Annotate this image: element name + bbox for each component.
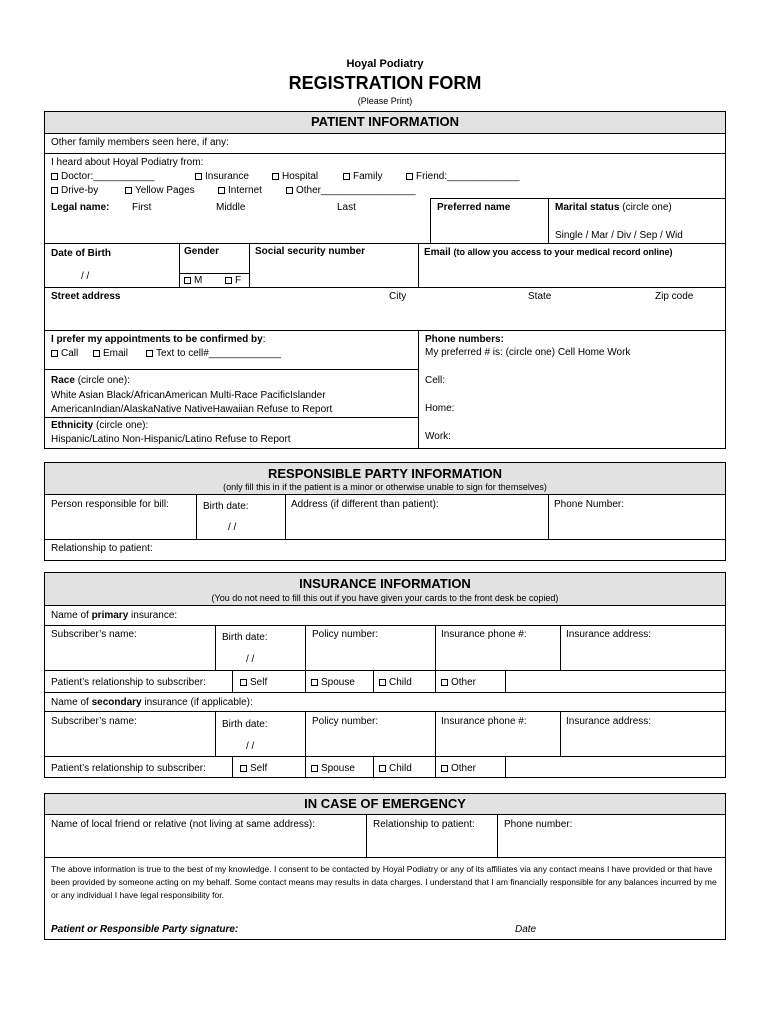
appt-call-option[interactable]: Call [51, 348, 78, 360]
secondary-birth-label: Birth date: [222, 719, 268, 730]
appt-text-option[interactable]: Text to cell#_____________ [146, 348, 281, 360]
responsible-phone-field[interactable]: Phone Number: [554, 499, 625, 510]
gender-label: Gender [184, 246, 220, 257]
secondary-relationship-label: Patient’s relationship to subscriber: [51, 763, 206, 774]
heard-hospital-option[interactable]: Hospital [272, 171, 318, 183]
secondary-rel-spouse[interactable]: Spouse [311, 763, 355, 775]
secondary-insurance-field[interactable]: Name of secondary insurance (if applicable): [51, 697, 253, 708]
preferred-phone-options[interactable]: My preferred # is: (circle one) Cell Home Work [425, 347, 631, 358]
heard-doctor-option[interactable]: Doctor:___________ [51, 171, 154, 183]
primary-rel-other[interactable]: Other [441, 677, 476, 689]
patient-section-title: PATIENT INFORMATION [44, 111, 726, 134]
appt-confirm-label: I prefer my appointments to be confirmed by: [51, 334, 266, 345]
person-responsible-field[interactable]: Person responsible for bill: [51, 499, 169, 510]
state-field[interactable]: State [528, 291, 552, 302]
primary-insurance-field[interactable]: Name of primary insurance: [51, 610, 178, 621]
emergency-relationship-field[interactable]: Relationship to patient: [373, 819, 475, 830]
work-phone-field[interactable]: Work: [425, 431, 451, 442]
race-options-1[interactable]: White Asian Black/AfricanAmerican Multi-Race PacificIslander [51, 390, 326, 401]
primary-ins-address-field[interactable]: Insurance address: [566, 629, 652, 640]
ethnicity-options[interactable]: Hispanic/Latino Non-Hispanic/Latino Refuse to Report [51, 434, 291, 445]
secondary-policy-field[interactable]: Policy number: [312, 716, 379, 727]
emergency-phone-field[interactable]: Phone number: [504, 819, 573, 830]
secondary-ins-phone-field[interactable]: Insurance phone #: [441, 716, 527, 727]
dob-label: Date of Birth [51, 248, 111, 259]
heard-yellowpages-option[interactable]: Yellow Pages [125, 185, 195, 197]
primary-rel-child[interactable]: Child [379, 677, 412, 689]
heard-internet-option[interactable]: Internet [218, 185, 262, 197]
primary-ins-phone-field[interactable]: Insurance phone #: [441, 629, 527, 640]
ssn-field[interactable]: Social security number [255, 246, 366, 257]
primary-rel-spouse[interactable]: Spouse [311, 677, 355, 689]
primary-policy-field[interactable]: Policy number: [312, 629, 379, 640]
zip-field[interactable]: Zip code [655, 291, 694, 302]
responsible-birth-field[interactable]: / / [228, 522, 237, 533]
race-label: Race (circle one): [51, 375, 130, 386]
signature-field[interactable]: Patient or Responsible Party signature: [51, 924, 239, 935]
appt-email-option[interactable]: Email [93, 348, 128, 360]
heard-friend-option[interactable]: Friend:_____________ [406, 171, 519, 183]
primary-birth-field[interactable]: / / [246, 654, 255, 665]
race-options-2[interactable]: AmericanIndian/AlaskaNative NativeHawaiian Refuse to Report [51, 404, 333, 415]
print-note: (Please Print) [357, 96, 413, 106]
marital-status-label: Marital status (circle one) [555, 202, 672, 213]
cell-phone-field[interactable]: Cell: [425, 375, 446, 386]
secondary-rel-self[interactable]: Self [240, 763, 267, 775]
primary-birth-label: Birth date: [222, 632, 268, 643]
secondary-ins-address-field[interactable]: Insurance address: [566, 716, 652, 727]
responsible-address-field[interactable]: Address (if different than patient): [291, 499, 439, 510]
heard-family-option[interactable]: Family [343, 171, 382, 183]
secondary-birth-field[interactable]: / / [246, 741, 255, 752]
primary-relationship-label: Patient’s relationship to subscriber: [51, 677, 206, 688]
home-phone-field[interactable]: Home: [425, 403, 455, 414]
practice-name: Hoyal Podiatry [346, 58, 424, 70]
responsible-birth-label: Birth date: [203, 501, 249, 512]
ethnicity-label: Ethnicity (circle one): [51, 420, 149, 431]
primary-subscriber-field[interactable]: Subscriber’s name: [51, 629, 137, 640]
secondary-rel-child[interactable]: Child [379, 763, 412, 775]
signature-date-field[interactable]: Date [515, 924, 537, 935]
responsible-relationship-field[interactable]: Relationship to patient: [51, 543, 153, 554]
secondary-rel-other[interactable]: Other [441, 763, 476, 775]
responsible-note: (only fill this in if the patient is a minor or otherwise unable to sign for themselves) [223, 482, 547, 492]
insurance-note: (You do not need to fill this out if you have given your cards to the front desk be copied) [211, 593, 559, 603]
middle-name-field[interactable]: Middle [216, 202, 246, 213]
emergency-contact-field[interactable]: Name of local friend or relative (not living at same address): [51, 819, 316, 830]
preferred-name-field[interactable]: Preferred name [437, 202, 511, 213]
city-field[interactable]: City [389, 291, 407, 302]
primary-rel-self[interactable]: Self [240, 677, 267, 689]
marital-status-options[interactable]: Single / Mar / Div / Sep / Wid [555, 230, 683, 241]
consent-statement: The above information is true to the best of my knowledge. I consent to be contacted by Hoyal Podiatry or any of its affiliates via any contact means I have provided or that have been provided by someone acting on my behalf. Some contact means may results in data charges. I understand that I am financially responsible for any balances incurred by me or any individual I have legal responsibility for. [51, 864, 717, 900]
street-address-field[interactable]: Street address [51, 291, 121, 302]
secondary-subscriber-field[interactable]: Subscriber’s name: [51, 716, 137, 727]
legal-name-label: Legal name: [51, 202, 110, 213]
heard-other-option[interactable]: Other_________________ [286, 185, 416, 197]
emergency-section-title: IN CASE OF EMERGENCY [44, 793, 726, 815]
insurance-section-title: INSURANCE INFORMATION [44, 572, 726, 606]
first-name-field[interactable]: First [132, 202, 152, 213]
heard-insurance-option[interactable]: Insurance [195, 171, 249, 183]
family-members-field[interactable]: Other family members seen here, if any: [51, 137, 229, 148]
last-name-field[interactable]: Last [337, 202, 356, 213]
phone-numbers-label: Phone numbers: [425, 334, 504, 345]
dob-field[interactable]: / / [81, 271, 90, 282]
responsible-section-title: RESPONSIBLE PARTY INFORMATION [44, 462, 726, 495]
heard-about-label: I heard about Hoyal Podiatry from: [51, 157, 204, 168]
email-field[interactable]: Email (to allow you access to your medical record online) [424, 247, 673, 258]
gender-f-checkbox[interactable]: F [225, 275, 241, 287]
form-title: REGISTRATION FORM [288, 73, 482, 93]
gender-m-checkbox[interactable]: M [184, 275, 202, 287]
heard-driveby-option[interactable]: Drive-by [51, 185, 98, 197]
